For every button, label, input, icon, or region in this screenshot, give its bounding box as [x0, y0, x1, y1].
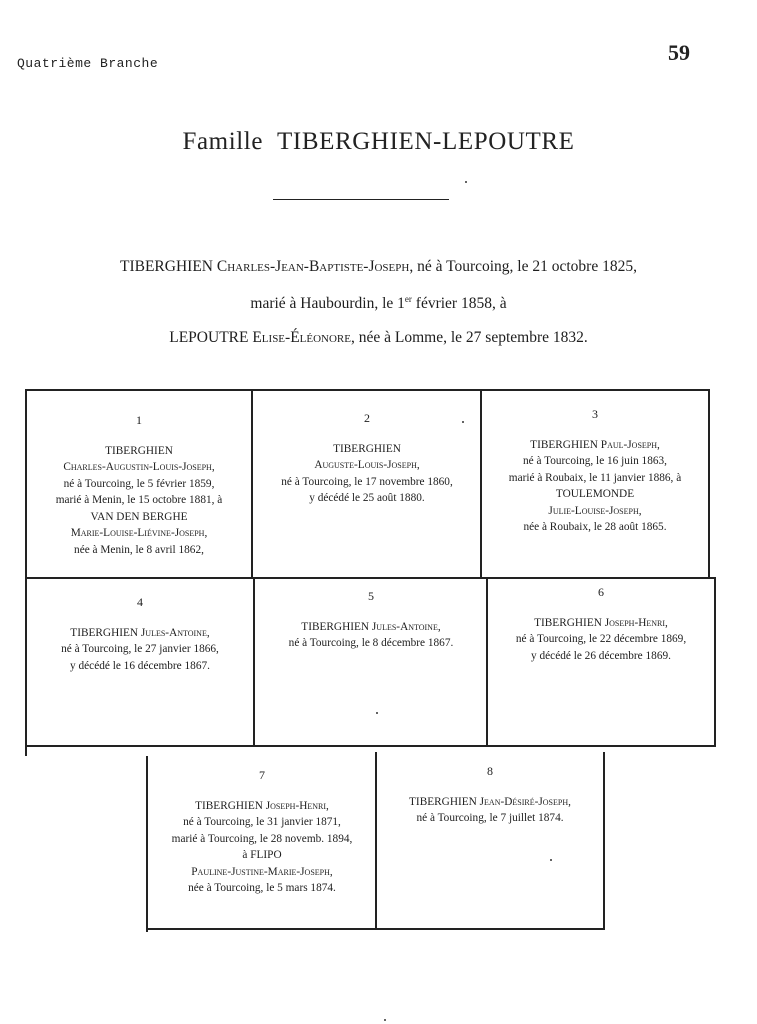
spouse-given-names: Marie-Louise-Liévine-Joseph, [70, 527, 208, 539]
child-surname: TIBERGHIEN [301, 620, 370, 633]
child-cell-6 [489, 584, 713, 664]
child-number: 3 [592, 407, 598, 421]
mother-birth: , née à Lomme, le 27 septembre 1832. [351, 329, 588, 346]
scan-speck [376, 712, 378, 714]
child-number: 5 [368, 589, 374, 603]
branch-label: Quatrième Branche [17, 56, 159, 71]
child-name-line [149, 798, 375, 815]
child-birth: né à Tourcoing, le 27 janvier 1866, [61, 643, 219, 655]
intro-marriage [0, 294, 757, 313]
child-given-names: Joseph-Henri, [604, 616, 668, 629]
child-name-line [256, 619, 486, 636]
lower-grid-middle [375, 752, 377, 930]
scan-speck [462, 421, 464, 423]
child-number: 4 [137, 595, 143, 609]
child-death: y décédé le 26 décembre 1869. [531, 649, 671, 662]
title-prefix: Famille [182, 128, 264, 155]
child-birth: né à Tourcoing, le 16 juin 1863, [523, 455, 667, 467]
marriage-pre: marié à Haubourdin, le 1 [250, 295, 405, 313]
father-birth: , né à Tourcoing, le 21 octobre 1825, [409, 258, 637, 275]
page-number: 59 [668, 40, 690, 65]
lower-grid-bottom [146, 928, 605, 930]
intro-father [0, 258, 757, 276]
scan-speck [465, 181, 467, 183]
child-cell-1 [28, 412, 250, 558]
grid-top-border [25, 389, 709, 391]
grid-middle-horizontal [25, 577, 716, 579]
grid-vertical-3 [253, 577, 255, 747]
child-name-line [489, 615, 713, 632]
grid-bottom-border [25, 745, 716, 747]
grid-right-border-lower [714, 577, 716, 746]
spouse-birth: née à Roubaix, le 28 août 1865. [523, 521, 667, 533]
child-name-line [28, 625, 252, 642]
spouse-surname: VAN DEN BERGHE [90, 510, 188, 523]
scan-speck [384, 1019, 386, 1021]
child-marriage: marié à Roubaix, le 11 janvier 1886, à [508, 471, 682, 484]
child-cell-2 [254, 410, 480, 507]
child-birth: né à Tourcoing, le 5 février 1859, [63, 477, 215, 490]
child-cell-5 [256, 588, 486, 652]
child-name-line [482, 437, 708, 454]
child-marriage: marié à Menin, le 15 octobre 1881, à [55, 494, 223, 506]
child-cell-4 [28, 594, 252, 674]
lower-grid-left [146, 756, 148, 932]
child-given-names: Joseph-Henri, [265, 799, 329, 812]
child-surname: TIBERGHIEN [70, 626, 139, 639]
child-marriage: marié à Tourcoing, le 28 novemb. 1894, [171, 832, 353, 845]
grid-left-border [25, 389, 27, 756]
title-divider [273, 199, 449, 200]
marriage-post: février 1858, à [411, 295, 507, 313]
child-number: 2 [364, 411, 370, 425]
spouse-given-names: Julie-Louise-Joseph, [548, 504, 642, 517]
child-number: 6 [598, 585, 604, 599]
child-given-names: Jules-Antoine, [371, 620, 441, 633]
spouse-surname: TOULEMONDE [555, 488, 635, 500]
child-birth: né à Tourcoing, le 22 décembre 1869, [515, 633, 687, 645]
child-number: 1 [136, 413, 142, 427]
child-surname: TIBERGHIEN [333, 442, 401, 455]
child-surname: TIBERGHIEN [195, 799, 263, 812]
child-cell-8 [378, 763, 602, 827]
child-death: y décédé le 25 août 1880. [309, 492, 425, 504]
title-family-name: TIBERGHIEN-LEPOUTRE [277, 128, 575, 155]
mother-given-names: Elise-Éléonore [252, 329, 351, 346]
child-surname: TIBERGHIEN [409, 795, 477, 808]
child-birth: né à Tourcoing, le 7 juillet 1874. [416, 812, 564, 824]
child-surname: TIBERGHIEN [530, 438, 598, 451]
child-number: 8 [487, 764, 493, 778]
father-given-names: Charles-Jean-Baptiste-Joseph [216, 258, 410, 275]
child-given-names: Charles-Augustin-Louis-Joseph, [63, 461, 215, 473]
grid-right-border [708, 389, 710, 579]
marriage-sup: er [404, 294, 412, 304]
intro-mother [0, 329, 757, 347]
father-surname: TIBERGHIEN [120, 258, 213, 275]
child-given-names: Paul-Joseph, [600, 438, 660, 451]
child-birth: né à Tourcoing, le 31 janvier 1871, [183, 816, 341, 828]
child-given-names: Auguste-Louis-Joseph, [314, 459, 420, 471]
child-cell-3 [482, 406, 708, 536]
child-surname: TIBERGHIEN [105, 444, 173, 457]
page-title [0, 128, 757, 156]
child-surname: TIBERGHIEN [534, 616, 602, 629]
spouse-given-names: Pauline-Justine-Marie-Joseph, [191, 865, 333, 878]
spouse-birth: née à Tourcoing, le 5 mars 1874. [188, 882, 336, 894]
grid-vertical-4 [486, 577, 488, 747]
lower-grid-right [603, 752, 605, 928]
child-birth: né à Tourcoing, le 17 novembre 1860, [281, 475, 453, 488]
scan-speck [550, 859, 552, 861]
spouse-birth: née à Menin, le 8 avril 1862, [74, 543, 204, 556]
mother-surname: LEPOUTRE [169, 329, 249, 346]
grid-vertical-1 [251, 389, 253, 579]
child-name-line [378, 794, 602, 811]
child-cell-7 [149, 767, 375, 897]
child-death: y décédé le 16 décembre 1867. [70, 659, 210, 672]
child-number: 7 [259, 768, 265, 782]
child-given-names: Jules-Antoine, [140, 626, 210, 639]
spouse-surname: à FLIPO [242, 849, 282, 861]
child-given-names: Jean-Désiré-Joseph, [479, 795, 571, 808]
child-birth: né à Tourcoing, le 8 décembre 1867. [288, 637, 454, 649]
